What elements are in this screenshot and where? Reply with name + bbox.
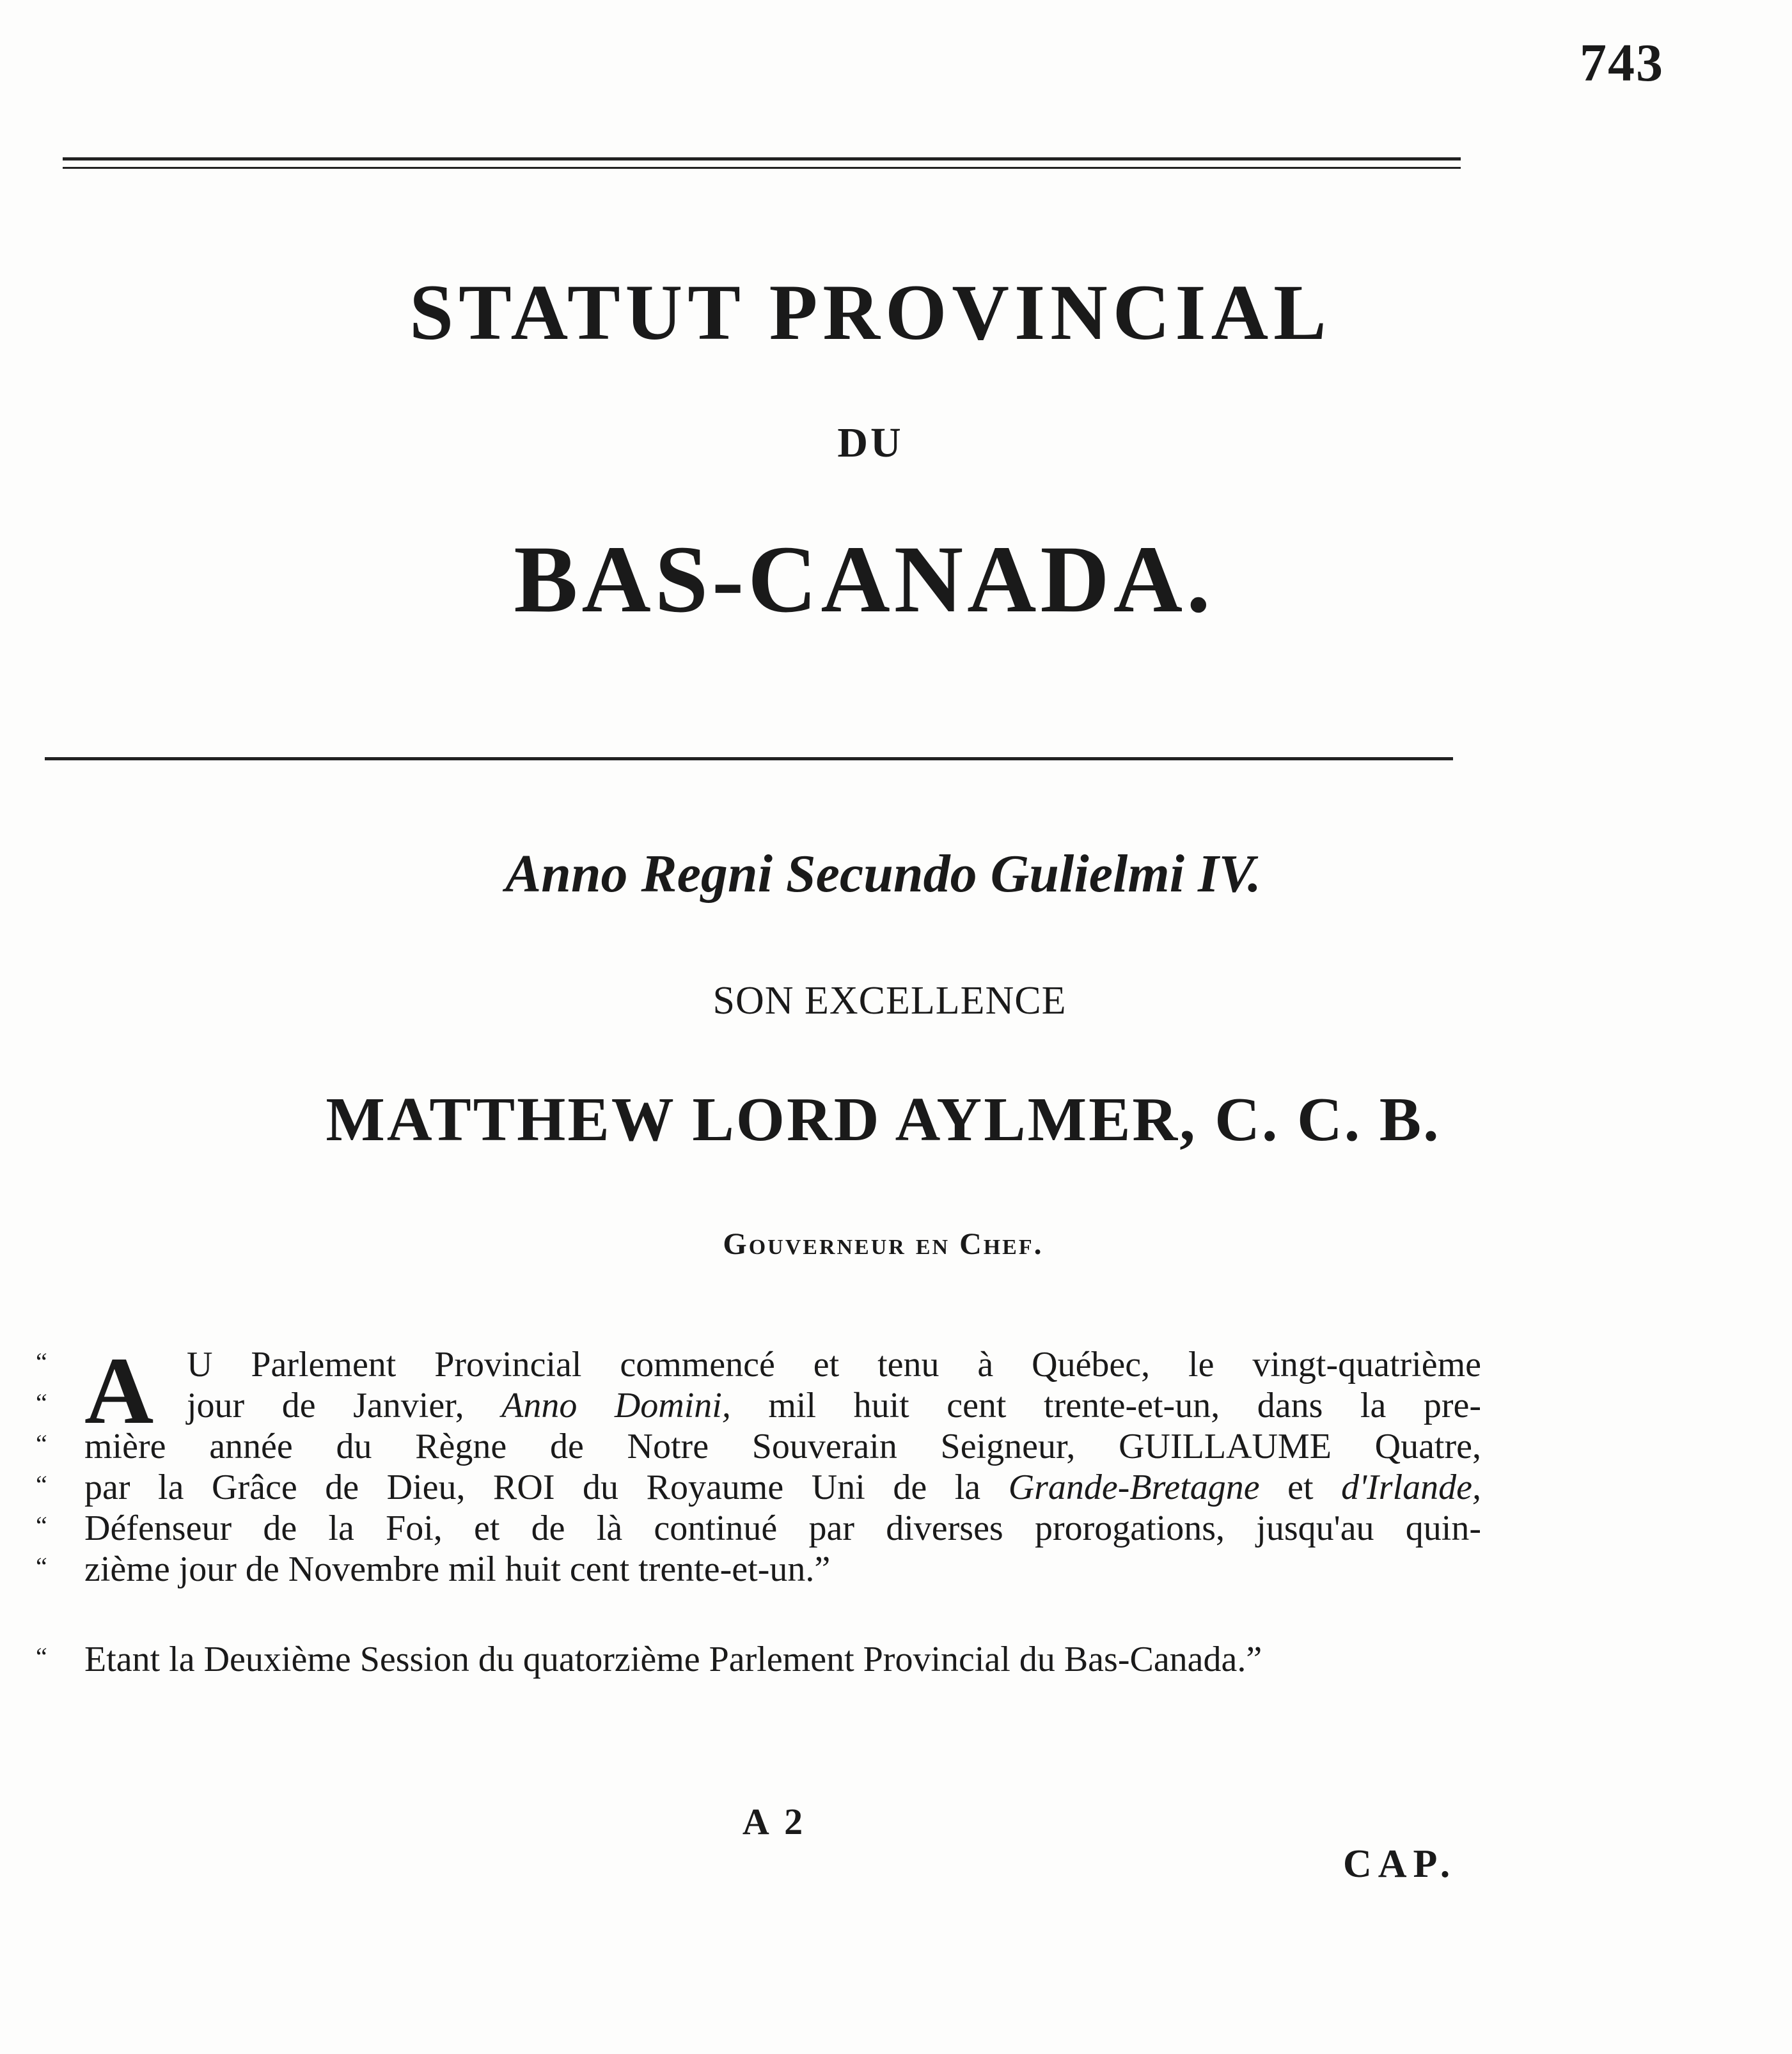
preamble-line-text (84, 1508, 1481, 1549)
italic-text-segment: Anno Domini, (501, 1386, 731, 1425)
son-excellence-heading: SON EXCELLENCE (712, 979, 1067, 1023)
catchword: CAP. (1343, 1842, 1457, 1886)
quote-mark: “ (36, 1429, 47, 1458)
preamble-line (36, 1426, 1481, 1467)
preamble-line-text (84, 1549, 1481, 1590)
regnal-year-heading: Anno Regni Secundo Gulielmi IV. (505, 844, 1261, 904)
gouverneur-en-chef-heading: Gouverneur en Chef. (723, 1227, 1044, 1261)
text-segment: U Parlement Provincial commencé et tenu à Québec, le vingt-quatrième (187, 1345, 1481, 1384)
quote-mark: “ (36, 1511, 47, 1540)
preamble-line (36, 1549, 1481, 1590)
text-segment: jour de Janvier, (187, 1386, 502, 1425)
title-separator-rule (45, 757, 1453, 760)
governor-name-heading: MATTHEW LORD AYLMER, C. C. B. (326, 1085, 1441, 1154)
preamble-line-text (187, 1385, 1481, 1426)
italic-text-segment: Grande-Bretagne (1008, 1468, 1260, 1507)
text-segment: mière année du Règne de Notre Souverain Seigneur, GUILLAUME Quatre, (84, 1427, 1481, 1466)
text-segment: par la Grâce de Dieu, ROI du Royaume Uni de la (84, 1468, 1009, 1507)
text-segment: Défenseur de la Foi, et de là continué par diverses prorogations, jusqu'au quin- (84, 1509, 1481, 1548)
header-double-rule (63, 157, 1461, 169)
quote-mark: “ (36, 1470, 47, 1499)
quote-mark: “ (36, 1552, 47, 1581)
session-statement-text: Etant la Deuxième Session du quatorzième Parlement Provincial du Bas-Canada.” (84, 1640, 1262, 1679)
page-number: 743 (1580, 33, 1664, 93)
preamble-line (36, 1385, 1481, 1426)
preamble-line (36, 1467, 1481, 1508)
preamble-line (36, 1344, 1481, 1385)
preamble-line (36, 1508, 1481, 1549)
text-segment: zième jour de Novembre mil huit cent trente-et-un.” (84, 1549, 831, 1589)
session-statement (36, 1637, 1481, 1682)
preamble-paragraph (36, 1338, 1481, 1590)
italic-text-segment: d'Irlande, (1341, 1468, 1481, 1507)
title-statut-provincial: STATUT PROVINCIAL (409, 269, 1332, 356)
title-du: DU (837, 419, 904, 466)
drop-cap-letter: A (84, 1338, 154, 1444)
text-segment: mil huit cent trente-et-un, dans la pre- (730, 1386, 1481, 1425)
quote-mark: “ (36, 1642, 47, 1671)
preamble-line-text (84, 1426, 1481, 1467)
text-segment: et (1259, 1468, 1342, 1507)
quote-mark: “ (36, 1347, 47, 1376)
preamble-line-text (84, 1467, 1481, 1508)
quote-mark: “ (36, 1388, 47, 1417)
title-bas-canada: BAS-CANADA. (514, 526, 1214, 632)
signature-mark: A 2 (742, 1801, 807, 1842)
preamble-line-text (187, 1344, 1481, 1385)
